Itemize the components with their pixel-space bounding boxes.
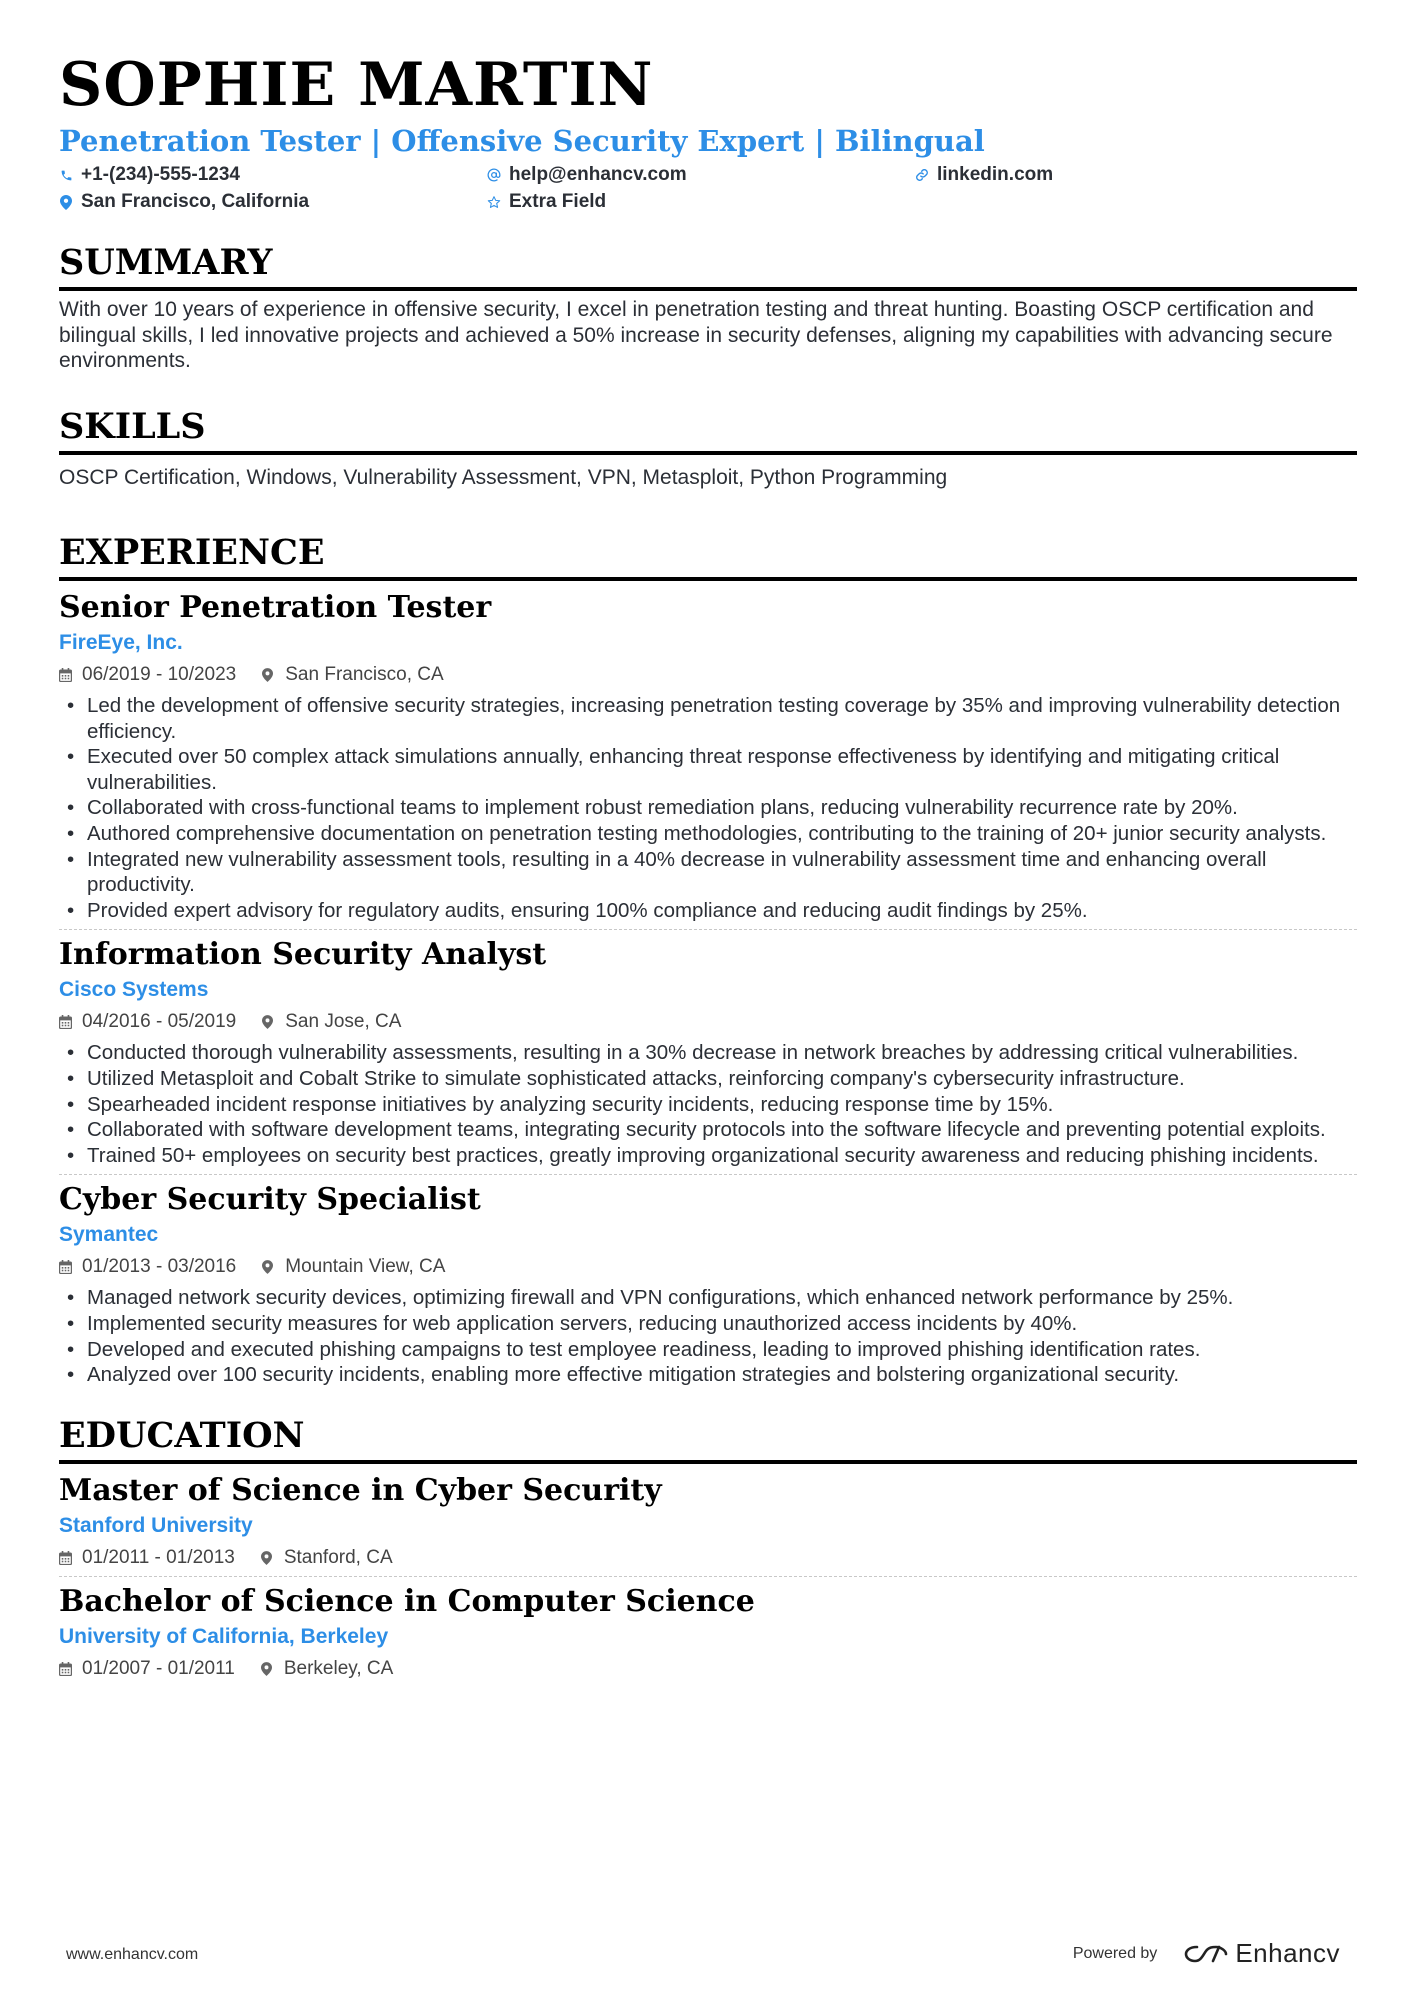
degree-title: Master of Science in Cyber Security [59,1472,662,1508]
map-pin-icon [261,1550,275,1566]
education-dates: 01/2007 - 01/2011 [82,1657,235,1679]
job-location [262,1010,401,1034]
footer-branding [1073,1938,1340,1969]
job-location [262,663,443,687]
company-name: FireEye, Inc. [59,631,183,654]
bullet-item: • Analyzed over 100 security incidents, enabling more effective mitigation strategies and bolstering organizational security. [59,1362,1357,1388]
skills-heading: SKILLS [59,405,1357,455]
summary-heading: SUMMARY [59,241,1357,291]
email-text[interactable]: help@enhancv.com [509,164,687,185]
education-location [261,1546,393,1570]
powered-by-label: Powered by [1072,1944,1158,1962]
star-icon [487,194,501,210]
bullet-item: • Utilized Metasploit and Cobalt Strike to simulate sophisticated attacks, reinforcing company's cybersecurity infrastructure. [59,1066,1357,1092]
footer-website[interactable]: www.enhancv.com [66,1946,199,1963]
job-bullets [59,1285,1357,1387]
bullet-item: • Spearheaded incident response initiatives by analyzing security incidents, reducing response time by 15%. [59,1092,1357,1118]
bullet-item: • Collaborated with software development teams, integrating security protocols into the software lifecycle and preventing potential exploits. [59,1117,1357,1143]
skills-section [59,405,1357,491]
at-icon [487,167,501,183]
map-pin-icon [59,194,73,210]
enhancv-logo-text: Enhancv [1235,1938,1340,1968]
bullet-item: • Authored comprehensive documentation on penetration testing methodologies, contributing to the training of 20+ junior security analysts. [59,821,1357,847]
experience-heading: EXPERIENCE [59,531,1357,581]
bullet-item: • Led the development of offensive security strategies, increasing penetration testing coverage by 35% and improving vulnerability detection efficiency. [59,693,1357,744]
job-dates: 04/2016 - 05/2019 [82,1011,237,1033]
job-bullets [59,1040,1357,1168]
job-meta [59,1010,1357,1034]
company-name: Cisco Systems [59,978,209,1002]
education-entry [59,1583,1357,1687]
bullet-item: • Conducted thorough vulnerability assessments, resulting in a 30% decrease in network breaches by addressing critical vulnerabilities. [59,1040,1357,1066]
candidate-name: SOPHIE MARTIN [59,50,654,120]
bullet-item: • Collaborated with cross-functional teams to implement robust remediation plans, reducing vulnerability recurrence rate by 20%. [59,795,1357,821]
map-pin-icon [262,1259,276,1275]
school-name: University of California, Berkeley [59,1624,389,1648]
bullet-item: • Executed over 50 complex attack simulations annually, enhancing threat response effectiveness by identifying and mitigating critical vulnerabilities. [59,744,1357,795]
map-pin-icon [261,1661,275,1677]
contact-location [59,191,487,213]
education-location-text: Stanford, CA [283,1546,393,1568]
calendar-icon [59,1550,73,1566]
bullet-item: • Developed and executed phishing campaigns to test employee readiness, leading to improved phishing identification rates. [59,1337,1357,1363]
bullet-item: • Trained 50+ employees on security best practices, greatly improving organizational security awareness and reducing phishing incidents. [59,1143,1357,1169]
company-name: Symantec [59,1223,159,1247]
summary-section [59,241,1357,374]
resume-page [59,50,1357,1693]
phone-icon [59,167,73,183]
extra-field-text: Extra Field [509,191,607,212]
bullet-item: • Implemented security measures for web application servers, reducing unauthorized access incidents by 40%. [59,1311,1357,1337]
job-meta [59,663,1357,687]
education-meta [59,1657,1357,1681]
bullet-item: • Managed network security devices, optimizing firewall and VPN configurations, which enhanced network performance by 25%. [59,1285,1357,1311]
bullet-item: • Provided expert advisory for regulatory audits, ensuring 100% compliance and reducing audit findings by 25%. [59,898,1357,924]
job-title: Information Security Analyst [59,937,547,973]
enhancv-logo[interactable] [1183,1938,1340,1969]
education-location [261,1657,393,1681]
education-heading: EDUCATION [59,1414,1357,1464]
skills-text: OSCP Certification, Windows, Vulnerability Assessment, VPN, Metasploit, Python Programming [59,465,948,489]
job-dates: 06/2019 - 10/2023 [82,664,237,685]
education-meta [59,1546,1357,1570]
experience-entry [59,1181,1357,1393]
job-dates: 01/2013 - 03/2016 [82,1256,237,1278]
contact-linkedin[interactable] [915,164,1215,186]
experience-section [59,531,1357,1394]
map-pin-icon [262,1014,276,1030]
education-entry [59,1472,1357,1577]
job-location [262,1255,445,1279]
job-bullets [59,693,1357,923]
linkedin-text[interactable]: linkedin.com [937,164,1054,185]
phone-text: +1-(234)-555-1234 [81,164,240,185]
job-location-text: Mountain View, CA [285,1256,446,1278]
calendar-icon [59,1259,73,1275]
summary-text: With over 10 years of experience in offensive security, I excel in penetration testing and threat hunting. Boasting OSCP certification and bilingual skills, I led innovative projects and achieved a 50% increase in security defenses, aligning my capabilities with advancing secure environments. [59,298,1333,372]
job-meta [59,1255,1357,1279]
degree-title: Bachelor of Science in Computer Science [59,1583,755,1619]
contact-extra [487,191,915,213]
school-name: Stanford University [59,1513,253,1537]
job-location-text: San Francisco, CA [285,664,444,685]
job-title: Senior Penetration Tester [59,590,492,625]
candidate-tagline: Penetration Tester | Offensive Security Expert | Bilingual [59,124,985,158]
map-pin-icon [262,667,276,683]
education-location-text: Berkeley, CA [283,1657,394,1679]
job-location-text: San Jose, CA [285,1011,402,1033]
resume-header [59,50,1357,213]
contact-info [59,164,1357,213]
enhancv-logo-icon [1183,1943,1229,1965]
calendar-icon [59,1661,73,1677]
bullet-item: • Integrated new vulnerability assessment tools, resulting in a 40% decrease in vulnerability assessment time and enhancing overall productivity. [59,847,1357,898]
education-dates: 01/2011 - 01/2013 [82,1546,235,1568]
calendar-icon [59,1014,73,1030]
calendar-icon [59,667,73,683]
contact-phone [59,164,487,186]
job-title: Cyber Security Specialist [59,1182,481,1218]
experience-entry [59,936,1357,1175]
location-text: San Francisco, California [81,191,310,212]
link-icon [915,167,929,183]
experience-entry [59,589,1357,930]
contact-email[interactable] [487,164,915,186]
education-section [59,1414,1357,1687]
